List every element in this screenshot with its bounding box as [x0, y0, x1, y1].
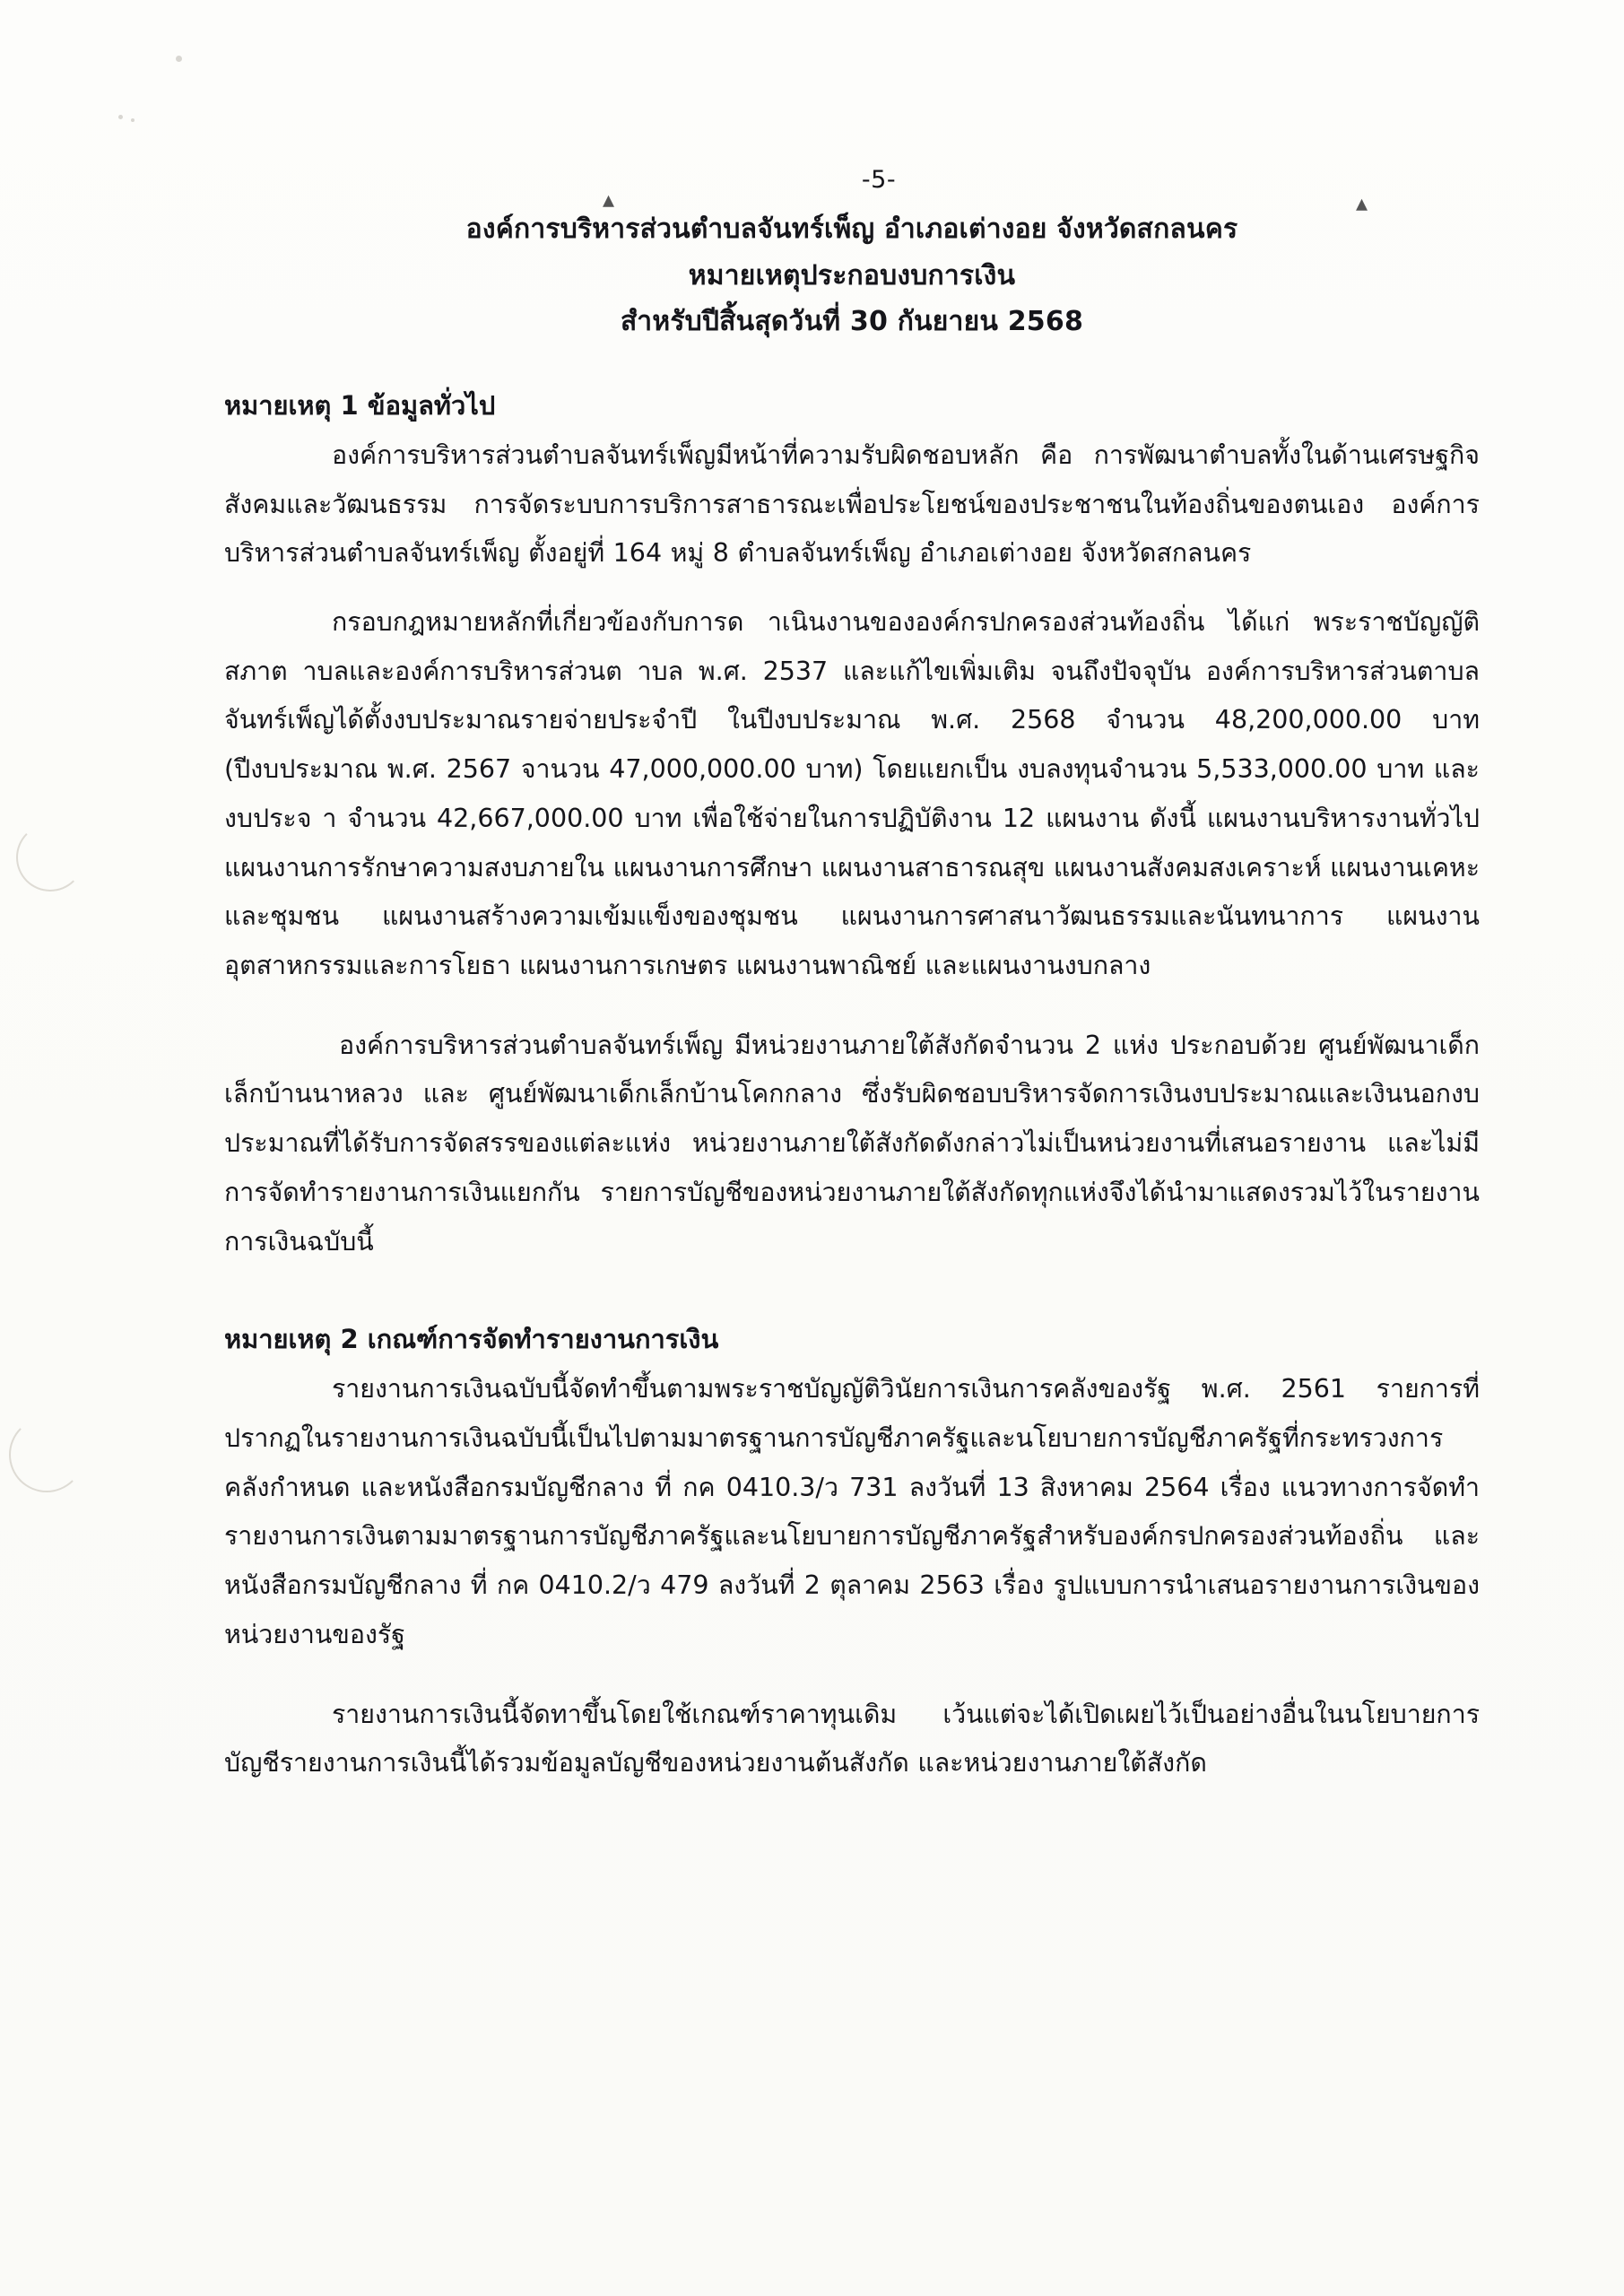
- note-1-paragraph-3: [224, 1022, 1480, 1267]
- scan-speck: [176, 56, 182, 62]
- scan-corner-tick-right: ▴: [1356, 190, 1368, 217]
- note-1-title: หมายเหตุ 1 ข้อมูลทั่วไป: [224, 389, 496, 421]
- document-body: [224, 166, 1480, 1788]
- scan-corner-tick-left: ▴: [603, 187, 615, 213]
- page-number: -5-: [861, 166, 897, 194]
- paragraph-text: องค์การบริหารส่วนตำบลจันทร์เพ็ญมีหน้าที่ความรับผิดชอบหลัก คือ การพัฒนาตำบลทั้งในด้านเศรษฐกิจ สังคมและวัฒนธรรม การจัดระบบการบริการสาธารณะเพื่อประโยชน์ของประชาชนในท้องถิ่นของตนเอง องค์การบริหารส่วนตำบลจันทร์เพ็ญ ตั้งอยู่ที่ 164 หมู่ 8 ตำบลจันทร์เพ็ญ อำเภอเต่างอย จังหวัดสกลนคร: [224, 439, 1480, 569]
- note-1-paragraph-2: [224, 598, 1480, 991]
- header-period: สำหรับปีสิ้นสุดวันที่ 30 กันยายน 2568: [620, 306, 1084, 338]
- header-subtitle: หมายเหตุประกอบงบการเงิน: [688, 259, 1016, 291]
- note-1-paragraph-1: [224, 431, 1480, 578]
- document-header: [224, 206, 1480, 345]
- scan-speck: [131, 118, 135, 122]
- punch-hole-mark: [9, 1417, 84, 1492]
- note-2-paragraph-2: [224, 1691, 1480, 1788]
- paragraph-text: องค์การบริหารส่วนตำบลจันทร์เพ็ญ มีหน่วยงานภายใต้สังกัดจำนวน 2 แห่ง ประกอบด้วย ศูนย์พัฒนาเด็กเล็กบ้านนาหลวง และ ศูนย์พัฒนาเด็กเล็กบ้านโคกกลาง ซึ่งรับผิดชอบบริหารจัดการเงินงบประมาณและเงินนอกงบประมาณที่ได้รับการจัดสรรของแต่ละแห่ง หน่วยงานภายใต้สังกัดดังกล่าวไม่เป็นหน่วยงานที่เสนอรายงาน และไม่มีการจัดทำรายงานการเงินแยกกัน รายการบัญชีของหน่วยงานภายใต้สังกัดทุกแห่งจึงได้นำมาแสดงรวมไว้ในรายงานการเงินฉบับนี้: [224, 1030, 1480, 1257]
- paragraph-text: รายงานการเงินนี้จัดทาขึ้นโดยใช้เกณฑ์ราคาทุนเดิม เว้นแต่จะได้เปิดเผยไว้เป็นอย่างอื่นในนโยบายการบัญชีรายงานการเงินนี้ได้รวมข้อมูลบัญชีของหน่วยงานต้นสังกัด และหน่วยงานภายใต้สังกัด: [224, 1699, 1480, 1779]
- scan-speck: [118, 115, 123, 119]
- note-2-paragraph-1: [224, 1365, 1480, 1659]
- paragraph-text: กรอบกฎหมายหลักที่เกี่ยวข้องกับการด าเนินงานขององค์กรปกครองส่วนท้องถิ่น ได้แก่ พระราชบัญญัติสภาต าบลและองค์การบริหารส่วนต าบล พ.ศ. 2537 และแก้ไขเพิ่มเติม จนถึงปัจจุบัน องค์การบริหารส่วนตาบลจันทร์เพ็ญได้ตั้งงบประมาณรายจ่ายประจำปี ในปีงบประมาณ พ.ศ. 2568 จำนวน 48,200,000.00 บาท (ปีงบประมาณ พ.ศ. 2567 จานวน 47,000,000.00 บาท) โดยแยกเป็น งบลงทุนจำนวน 5,533,000.00 บาท และงบประจ า จำนวน 42,667,000.00 บาท เพื่อใช้จ่ายในการปฏิบัติงาน 12 แผนงาน ดังนี้ แผนงานบริหารงานทั่วไป แผนงานการรักษาความสงบภายใน แผนงานการศึกษา แผนงานสาธารณสุข แผนงานสังคมสงเคราะห์ แผนงานเคหะและชุมชน แผนงานสร้างความเข้มแข็งของชุมชน แผนงานการศาสนาวัฒนธรรมและนันทนาการ แผนงานอุตสาหกรรมและการโยธา แผนงานการเกษตร แผนงานพาณิชย์ และแผนงานงบกลาง: [224, 606, 1480, 980]
- header-organization: องค์การบริหารส่วนตำบลจันทร์เพ็ญ อำเภอเต่างอย จังหวัดสกลนคร: [465, 213, 1238, 245]
- punch-hole-mark: [16, 823, 84, 891]
- note-2-title: หมายเหตุ 2 เกณฑ์การจัดทำรายงานการเงิน: [224, 1324, 719, 1355]
- paragraph-text: รายงานการเงินฉบับนี้จัดทำขึ้นตามพระราชบัญญัติวินัยการเงินการคลังของรัฐ พ.ศ. 2561 รายการที่ปรากฏในรายงานการเงินฉบับนี้เป็นไปตามมาตรฐานการบัญชีภาครัฐและนโยบายการบัญชีภาครัฐที่กระทรวงการคลังกำหนด และหนังสือกรมบัญชีกลาง ที่ กค 0410.3/ว 731 ลงวันที่ 13 สิงหาคม 2564 เรื่อง แนวทางการจัดทำรายงานการเงินตามมาตรฐานการบัญชีภาครัฐและนโยบายการบัญชีภาครัฐสำหรับองค์กรปกครองส่วนท้องถิ่น และหนังสือกรมบัญชีกลาง ที่ กค 0410.2/ว 479 ลงวันที่ 2 ตุลาคม 2563 เรื่อง รูปแบบการนำเสนอรายงานการเงินของหน่วยงานของรัฐ: [224, 1374, 1480, 1649]
